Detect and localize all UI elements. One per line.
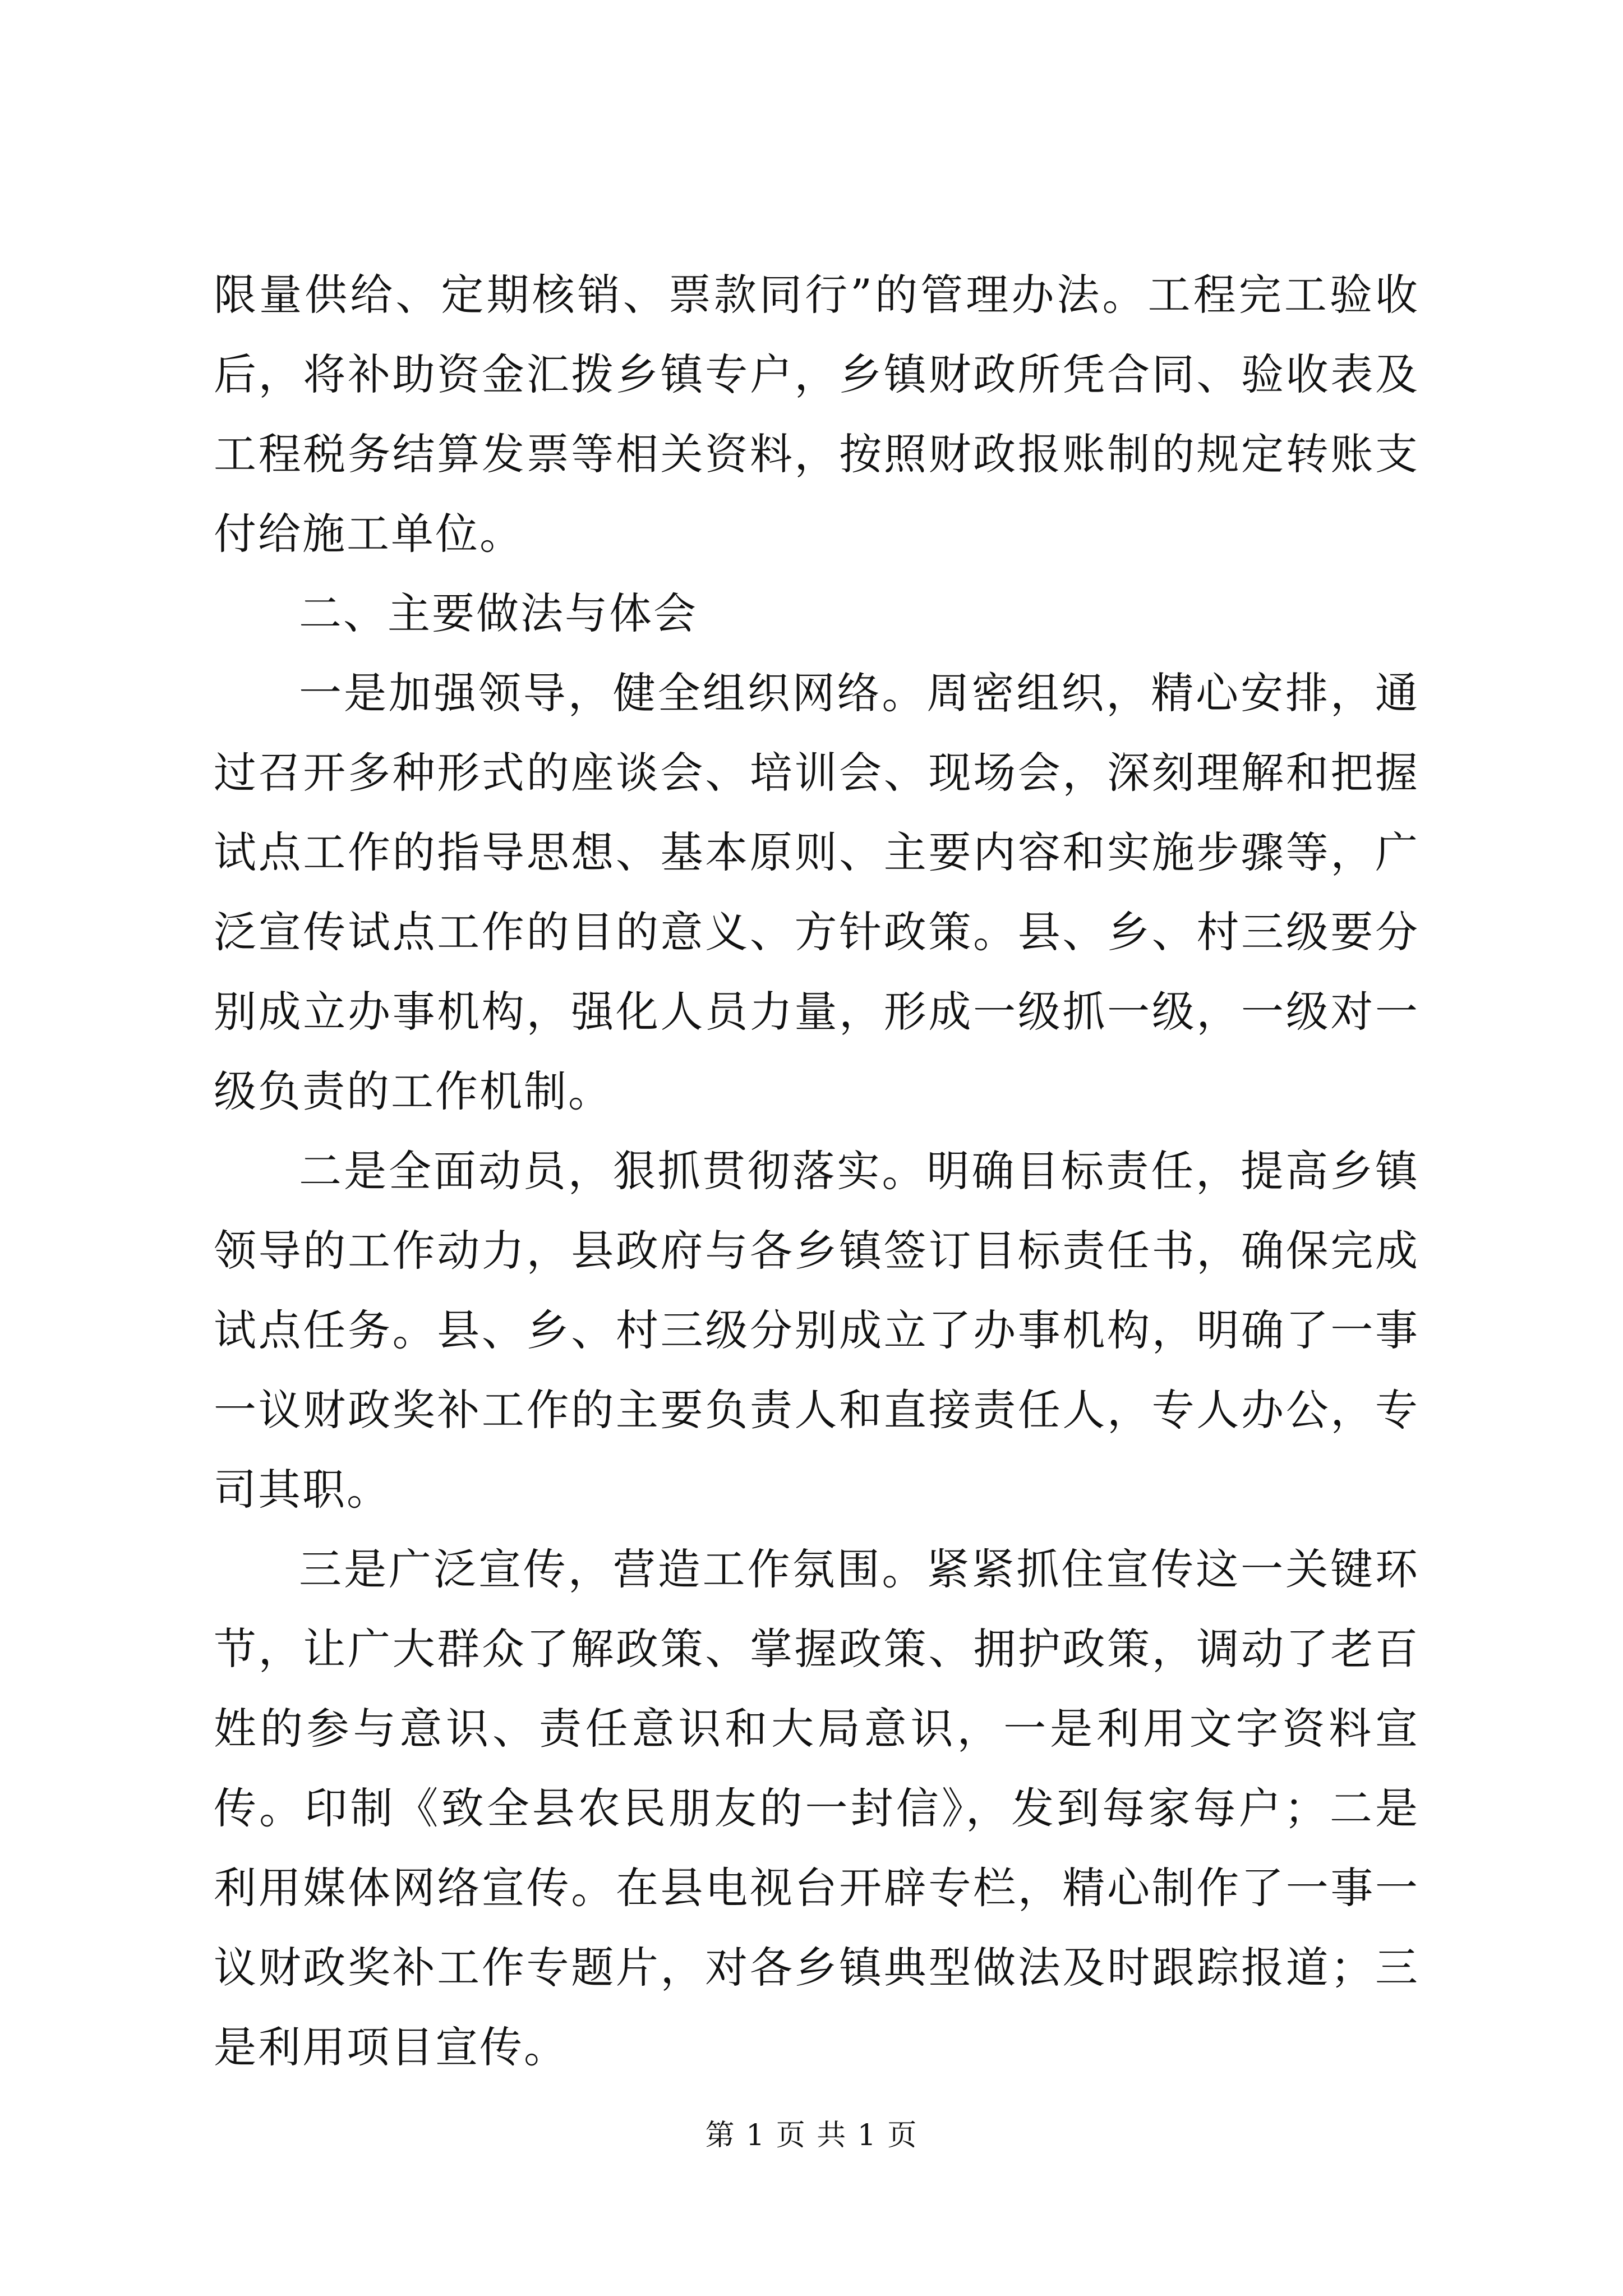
paragraph-publicity: 三是广泛宣传，营造工作氛围。紧紧抓住宣传这一关键环节，让广大群众了解政策、掌握政策、拥护政策，调动了老百姓的参与意识、责任意识和大局意识，一是利用文字资料宣传。印制《致全县农民朋友的一封信》，发到每家每户；二是利用媒体网络宣传。在县电视台开辟专栏，精心制作了一事一议财政奖补工作专题片，对各乡镇典型做法及时跟踪报道；三是利用项目宣传。 [214,1544,1419,2072]
paragraph-leadership: 一是加强领导，健全组织网络。周密组织，精心安排，通过召开多种形式的座谈会、培训会、现场会，深刻理解和把握试点工作的指导思想、基本原则、主要内容和实施步骤等，广泛宣传试点工作的目的意义、方针政策。县、乡、村三级要分别成立办事机构，强化人员力量，形成一级抓一级，一级对一级负责的工作机制。 [214,668,1419,1116]
section-heading: 二、主要做法与体会 [299,588,698,638]
paragraph-mobilization: 二是全面动员，狠抓贯彻落实。明确目标责任，提高乡镇领导的工作动力，县政府与各乡镇签订目标责任书，确保完成试点任务。县、乡、村三级分别成立了办事机构，明确了一事一议财政奖补工作的主要负责人和直接责任人，专人办公，专司其职。 [214,1146,1419,1515]
page-footer: 第 1 页 共 1 页 [705,2119,918,2152]
paragraph-continuation: 限量供给、定期核销、票款同行”的管理办法。工程完工验收后，将补助资金汇拨乡镇专户，乡镇财政所凭合同、验收表及工程税务结算发票等相关资料，按照财政报账制的规定转账支付给施工单位。 [214,270,1419,559]
document-body [214,255,1419,2087]
